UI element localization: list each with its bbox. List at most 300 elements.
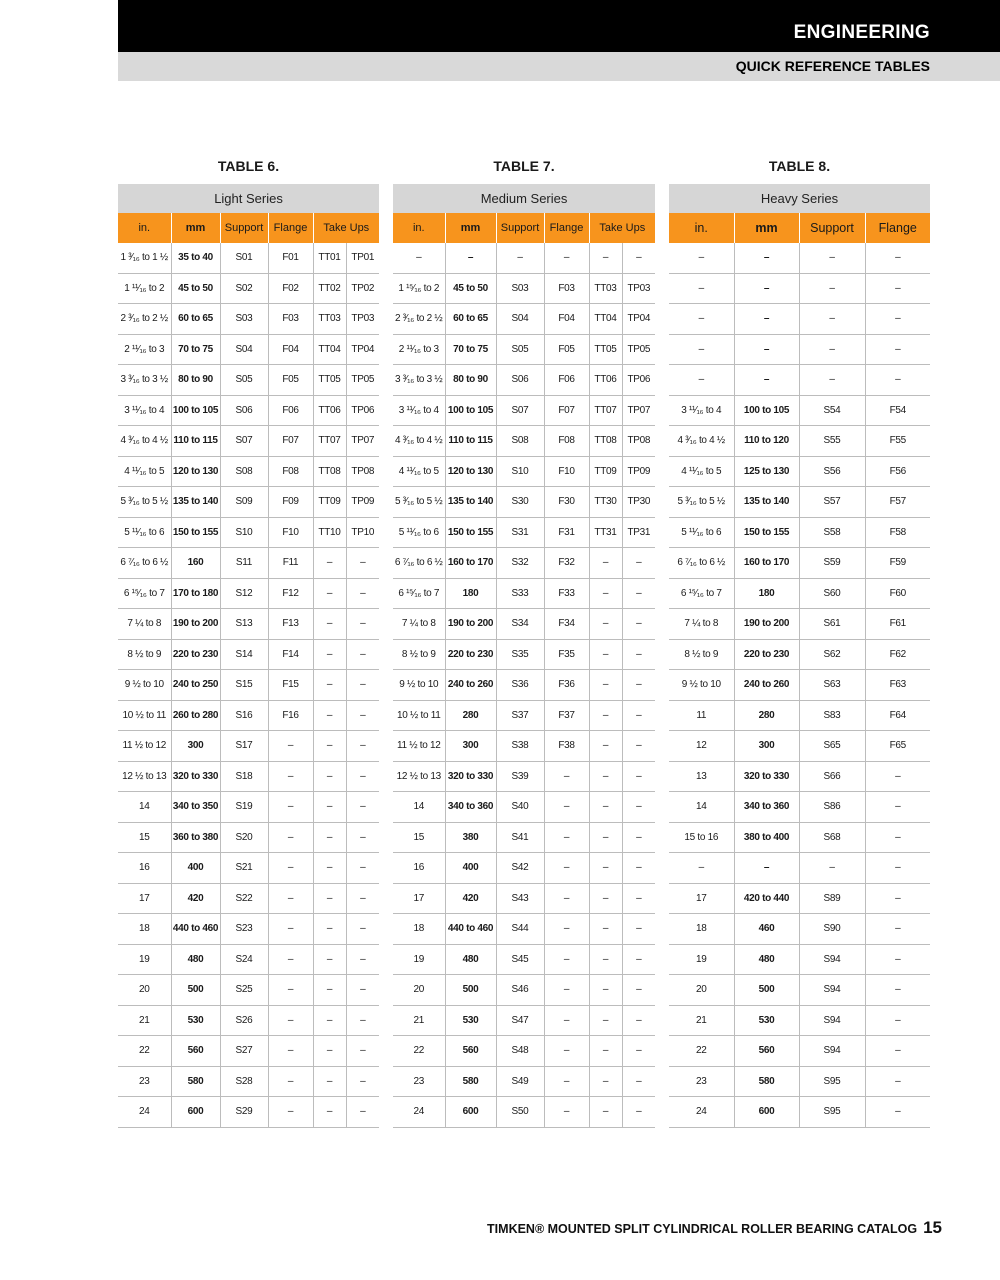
col-mm: mm	[445, 213, 496, 243]
table-cell: –	[313, 761, 346, 792]
table-row	[118, 700, 379, 731]
table-cell: –	[589, 883, 622, 914]
table-cell: F13	[268, 609, 313, 640]
table-cell: –	[346, 761, 379, 792]
table-cell: 110 to 115	[445, 426, 496, 457]
table-cell: –	[622, 792, 655, 823]
table-row	[669, 609, 930, 640]
table-cell: S03	[220, 304, 268, 335]
table-8	[669, 156, 930, 1128]
table-cell: 300	[171, 731, 220, 762]
series-header: Light Series	[118, 184, 379, 213]
table-cell: F35	[544, 639, 589, 670]
table-cell: S16	[220, 700, 268, 731]
table-cell: 60 to 65	[171, 304, 220, 335]
table-cell: S23	[220, 914, 268, 945]
table-cell: 380	[445, 822, 496, 853]
table-cell: S94	[799, 1005, 865, 1036]
table-cell: –	[589, 243, 622, 273]
table-cell: 190 to 200	[445, 609, 496, 640]
table-cell: S68	[799, 822, 865, 853]
table-cell: S21	[220, 853, 268, 884]
table-cell: –	[313, 792, 346, 823]
table-cell: F58	[865, 517, 930, 548]
table-cell: –	[313, 822, 346, 853]
table-cell: S25	[220, 975, 268, 1006]
table-cell: S22	[220, 883, 268, 914]
table-cell: –	[268, 1036, 313, 1067]
table-cell: –	[346, 883, 379, 914]
table-cell: –	[268, 1066, 313, 1097]
table-cell: –	[346, 975, 379, 1006]
table-cell: –	[734, 365, 799, 396]
table-cell: S89	[799, 883, 865, 914]
table-cell: 160 to 170	[734, 548, 799, 579]
table-cell: –	[544, 914, 589, 945]
table-cell: 6 ¹⁵⁄₁₆ to 7	[393, 578, 445, 609]
table-cell: 18	[393, 914, 445, 945]
table-cell: 560	[445, 1036, 496, 1067]
table-cell: 22	[669, 1036, 734, 1067]
table-title: TABLE 6.	[217, 158, 280, 174]
table-row	[669, 243, 930, 273]
table-row	[393, 1036, 655, 1067]
table-cell: –	[496, 243, 544, 273]
table-cell: 24	[669, 1097, 734, 1128]
table-cell: TT01	[313, 243, 346, 273]
table-cell: –	[346, 1036, 379, 1067]
table-cell: 70 to 75	[445, 334, 496, 365]
table-cell: TT10	[313, 517, 346, 548]
table-cell: F64	[865, 700, 930, 731]
col-support: Support	[220, 213, 268, 243]
table-cell: 7 ¼ to 8	[669, 609, 734, 640]
table-cell: TP04	[346, 334, 379, 365]
table-cell: S42	[496, 853, 544, 884]
table-cell: 500	[445, 975, 496, 1006]
table-cell: 125 to 130	[734, 456, 799, 487]
table-cell: 6 ⁷⁄₁₆ to 6 ½	[118, 548, 171, 579]
table-cell: 6 ¹⁵⁄₁₆ to 7	[118, 578, 171, 609]
table-cell: 5 ¹¹⁄₁₆ to 6	[669, 517, 734, 548]
table-cell: –	[589, 975, 622, 1006]
table-cell: 23	[669, 1066, 734, 1097]
table-cell: 360 to 380	[171, 822, 220, 853]
table-cell: S31	[496, 517, 544, 548]
table-cell: –	[346, 670, 379, 701]
table-cell: S36	[496, 670, 544, 701]
table-row	[118, 273, 379, 304]
table-cell: 440 to 460	[445, 914, 496, 945]
table-cell: 240 to 250	[171, 670, 220, 701]
table-cell: TT06	[589, 365, 622, 396]
table-cell: –	[313, 670, 346, 701]
table-cell: 135 to 140	[445, 487, 496, 518]
table-cell: 5 ¹¹⁄₁₆ to 6	[118, 517, 171, 548]
table-cell: –	[865, 1066, 930, 1097]
table-cell: 5 ³⁄₁₆ to 5 ½	[118, 487, 171, 518]
col-flange: Flange	[544, 213, 589, 243]
col-flange: Flange	[865, 213, 930, 243]
table-cell: S95	[799, 1066, 865, 1097]
table-cell: 22	[118, 1036, 171, 1067]
table-row	[118, 1066, 379, 1097]
table-row	[118, 761, 379, 792]
table-cell: –	[313, 731, 346, 762]
table-row	[118, 944, 379, 975]
table-cell: 320 to 330	[171, 761, 220, 792]
table-cell: TP07	[346, 426, 379, 457]
table-row	[669, 883, 930, 914]
table-cell: S58	[799, 517, 865, 548]
table-row	[118, 975, 379, 1006]
table-cell: S46	[496, 975, 544, 1006]
table-cell: S94	[799, 1036, 865, 1067]
table-cell: S18	[220, 761, 268, 792]
table-cell: S24	[220, 944, 268, 975]
table-cell: –	[544, 792, 589, 823]
table-cell: 150 to 155	[734, 517, 799, 548]
table-cell: –	[313, 1097, 346, 1128]
table-cell: –	[346, 1005, 379, 1036]
table-cell: S44	[496, 914, 544, 945]
table-cell: 23	[118, 1066, 171, 1097]
table-cell: TP31	[622, 517, 655, 548]
table-title: TABLE 8.	[768, 158, 831, 174]
table-cell: 15	[118, 822, 171, 853]
table-cell: 480	[445, 944, 496, 975]
table-cell: TT03	[313, 304, 346, 335]
table-row	[118, 426, 379, 457]
table-cell: 530	[734, 1005, 799, 1036]
table-cell: 300	[734, 731, 799, 762]
table-cell: 100 to 105	[171, 395, 220, 426]
col-support: Support	[799, 213, 865, 243]
table-cell: TP09	[346, 487, 379, 518]
table-cell: 11 ½ to 12	[118, 731, 171, 762]
table-cell: 7 ¼ to 8	[393, 609, 445, 640]
table-title: TABLE 7.	[493, 158, 555, 174]
table-row	[118, 578, 379, 609]
table-cell: 340 to 360	[445, 792, 496, 823]
table-cell: 6 ⁷⁄₁₆ to 6 ½	[669, 548, 734, 579]
table-cell: 4 ¹¹⁄₁₆ to 5	[393, 456, 445, 487]
table-cell: –	[669, 365, 734, 396]
table-row	[669, 761, 930, 792]
table-cell: –	[313, 1005, 346, 1036]
table-cell: S05	[496, 334, 544, 365]
table-cell: S66	[799, 761, 865, 792]
table-cell: –	[589, 944, 622, 975]
table-cell: 20	[393, 975, 445, 1006]
table-cell: –	[589, 914, 622, 945]
table-cell: S35	[496, 639, 544, 670]
table-cell: S41	[496, 822, 544, 853]
table-cell: S48	[496, 1036, 544, 1067]
table-row	[118, 670, 379, 701]
table-cell: TP09	[622, 456, 655, 487]
table-cell: –	[346, 914, 379, 945]
table-cell: 80 to 90	[171, 365, 220, 396]
table-cell: –	[622, 1005, 655, 1036]
table-cell: F65	[865, 731, 930, 762]
table-row	[393, 304, 655, 335]
table-cell: S14	[220, 639, 268, 670]
table-row	[669, 944, 930, 975]
table-cell: F30	[544, 487, 589, 518]
table-cell: F14	[268, 639, 313, 670]
table-cell: –	[589, 548, 622, 579]
table-cell: –	[669, 273, 734, 304]
table-row	[393, 1005, 655, 1036]
table-cell: 4 ³⁄₁₆ to 4 ½	[118, 426, 171, 457]
table-cell: F04	[268, 334, 313, 365]
table-cell: F60	[865, 578, 930, 609]
table-cell: –	[865, 914, 930, 945]
table-cell: S56	[799, 456, 865, 487]
table-cell: –	[313, 700, 346, 731]
table-cell: 1 ¹¹⁄₁₆ to 2	[118, 273, 171, 304]
table-cell: –	[865, 792, 930, 823]
table-cell: –	[622, 883, 655, 914]
table-cell: 2 ¹¹⁄₁₆ to 3	[393, 334, 445, 365]
table-cell: –	[346, 1097, 379, 1128]
table-row	[118, 487, 379, 518]
table-cell: 17	[669, 883, 734, 914]
table-cell: –	[268, 792, 313, 823]
table-cell: F61	[865, 609, 930, 640]
table-cell: –	[313, 914, 346, 945]
table-cell: S45	[496, 944, 544, 975]
table-cell: 19	[669, 944, 734, 975]
table-cell: –	[313, 1036, 346, 1067]
col-support: Support	[496, 213, 544, 243]
table-cell: –	[865, 1036, 930, 1067]
table-cell: –	[734, 243, 799, 273]
table-row	[393, 883, 655, 914]
table-cell: 580	[734, 1066, 799, 1097]
table-cell: –	[544, 822, 589, 853]
table-cell: –	[589, 792, 622, 823]
table-cell: S08	[496, 426, 544, 457]
table-row	[669, 792, 930, 823]
table-cell: 17	[118, 883, 171, 914]
table-row	[669, 1036, 930, 1067]
table-cell: –	[313, 578, 346, 609]
table-cell: S39	[496, 761, 544, 792]
table-cell: TT09	[313, 487, 346, 518]
table-row	[393, 548, 655, 579]
table-cell: –	[734, 304, 799, 335]
table-cell: –	[865, 822, 930, 853]
table-cell: 10 ½ to 11	[393, 700, 445, 731]
table-cell: TT30	[589, 487, 622, 518]
table-cell: S17	[220, 731, 268, 762]
table-cell: 4 ¹¹⁄₁₆ to 5	[669, 456, 734, 487]
table-cell: TT04	[589, 304, 622, 335]
col-take-ups: Take Ups	[589, 213, 655, 243]
table-cell: S10	[220, 517, 268, 548]
col-mm: mm	[171, 213, 220, 243]
table-cell: S33	[496, 578, 544, 609]
table-6	[118, 156, 379, 1128]
table-cell: –	[393, 243, 445, 273]
table-row	[393, 426, 655, 457]
table-cell: S01	[220, 243, 268, 273]
table-cell: 160 to 170	[445, 548, 496, 579]
table-cell: –	[669, 334, 734, 365]
table-row	[669, 304, 930, 335]
table-cell: –	[865, 883, 930, 914]
table-cell: 2 ³⁄₁₆ to 2 ½	[118, 304, 171, 335]
table-cell: 1 ³⁄₁₆ to 1 ½	[118, 243, 171, 273]
table-cell: 9 ½ to 10	[393, 670, 445, 701]
table-cell: S61	[799, 609, 865, 640]
table-cell: –	[865, 304, 930, 335]
col-in: in.	[118, 213, 171, 243]
table-cell: F33	[544, 578, 589, 609]
table-cell: 12 ½ to 13	[393, 761, 445, 792]
table-cell: –	[669, 243, 734, 273]
table-row	[669, 639, 930, 670]
table-cell: 6 ¹⁵⁄₁₆ to 7	[669, 578, 734, 609]
table-cell: 13	[669, 761, 734, 792]
table-cell: F56	[865, 456, 930, 487]
table-cell: 14	[393, 792, 445, 823]
table-row	[118, 334, 379, 365]
table-cell: TT03	[589, 273, 622, 304]
table-cell: –	[589, 639, 622, 670]
table-cell: F57	[865, 487, 930, 518]
table-row	[669, 1005, 930, 1036]
table-cell: 60 to 65	[445, 304, 496, 335]
table-cell: 14	[669, 792, 734, 823]
table-cell: 420	[445, 883, 496, 914]
header-bar	[118, 0, 1000, 52]
table-cell: 23	[393, 1066, 445, 1097]
table-cell: S34	[496, 609, 544, 640]
table-cell: –	[346, 609, 379, 640]
table-row	[669, 426, 930, 457]
table-cell: F54	[865, 395, 930, 426]
table-cell: –	[544, 1066, 589, 1097]
table-row	[669, 731, 930, 762]
section-title: ENGINEERING	[793, 22, 930, 43]
table-cell: S19	[220, 792, 268, 823]
table-cell: –	[589, 1066, 622, 1097]
table-cell: 18	[669, 914, 734, 945]
table-cell: 150 to 155	[445, 517, 496, 548]
table-row	[669, 548, 930, 579]
table-cell: 440 to 460	[171, 914, 220, 945]
table-cell: F02	[268, 273, 313, 304]
table-cell: –	[865, 1005, 930, 1036]
table-cell: –	[313, 944, 346, 975]
table-cell: –	[799, 334, 865, 365]
table-row	[669, 914, 930, 945]
table-cell: –	[313, 548, 346, 579]
table-cell: S65	[799, 731, 865, 762]
table-cell: TT09	[589, 456, 622, 487]
table-cell: –	[622, 700, 655, 731]
table-cell: 500	[171, 975, 220, 1006]
table-row	[118, 609, 379, 640]
table-row	[393, 853, 655, 884]
table-cell: –	[622, 761, 655, 792]
table-cell: 1 ¹⁵⁄₁₆ to 2	[393, 273, 445, 304]
table-cell: F31	[544, 517, 589, 548]
table-cell: –	[622, 975, 655, 1006]
table-cell: –	[622, 853, 655, 884]
table-cell: –	[799, 273, 865, 304]
col-take-ups: Take Ups	[313, 213, 379, 243]
table-cell: 180	[445, 578, 496, 609]
table-cell: TT05	[313, 365, 346, 396]
table-cell: S12	[220, 578, 268, 609]
table-cell: F01	[268, 243, 313, 273]
table-cell: F63	[865, 670, 930, 701]
table-cell: F07	[544, 395, 589, 426]
table-cell: –	[268, 1005, 313, 1036]
table-cell: 380 to 400	[734, 822, 799, 853]
table-cell: F11	[268, 548, 313, 579]
table-cell: –	[313, 1066, 346, 1097]
table-cell: F15	[268, 670, 313, 701]
table-row	[393, 731, 655, 762]
table-row	[118, 456, 379, 487]
table-cell: S02	[220, 273, 268, 304]
table-cell: –	[589, 1097, 622, 1128]
table-cell: S03	[496, 273, 544, 304]
table-cell: 320 to 330	[734, 761, 799, 792]
table-cell: –	[865, 334, 930, 365]
table-cell: F62	[865, 639, 930, 670]
table-cell: S15	[220, 670, 268, 701]
table-cell: S10	[496, 456, 544, 487]
table-cell: S47	[496, 1005, 544, 1036]
table-cell: F05	[544, 334, 589, 365]
table-cell: 45 to 50	[171, 273, 220, 304]
table-cell: 560	[171, 1036, 220, 1067]
table-cell: 4 ¹¹⁄₁₆ to 5	[118, 456, 171, 487]
table-cell: S57	[799, 487, 865, 518]
table-cell: –	[268, 822, 313, 853]
series-header: Medium Series	[393, 184, 655, 213]
table-cell: –	[313, 883, 346, 914]
table-row	[393, 1066, 655, 1097]
table-cell: TT02	[313, 273, 346, 304]
table-cell: 120 to 130	[445, 456, 496, 487]
table-row	[393, 670, 655, 701]
table-cell: TT08	[589, 426, 622, 457]
table-row	[118, 548, 379, 579]
table-row	[118, 1005, 379, 1036]
table-cell: S49	[496, 1066, 544, 1097]
table-cell: 12 ½ to 13	[118, 761, 171, 792]
table-cell: –	[799, 304, 865, 335]
table-cell: –	[622, 670, 655, 701]
table-row	[393, 456, 655, 487]
table-cell: 530	[445, 1005, 496, 1036]
table-cell: 16	[118, 853, 171, 884]
table-row	[393, 273, 655, 304]
table-cell: –	[799, 365, 865, 396]
table-row	[393, 822, 655, 853]
table-cell: TT08	[313, 456, 346, 487]
table-cell: –	[589, 578, 622, 609]
table-cell: 9 ½ to 10	[669, 670, 734, 701]
table-cell: F08	[544, 426, 589, 457]
